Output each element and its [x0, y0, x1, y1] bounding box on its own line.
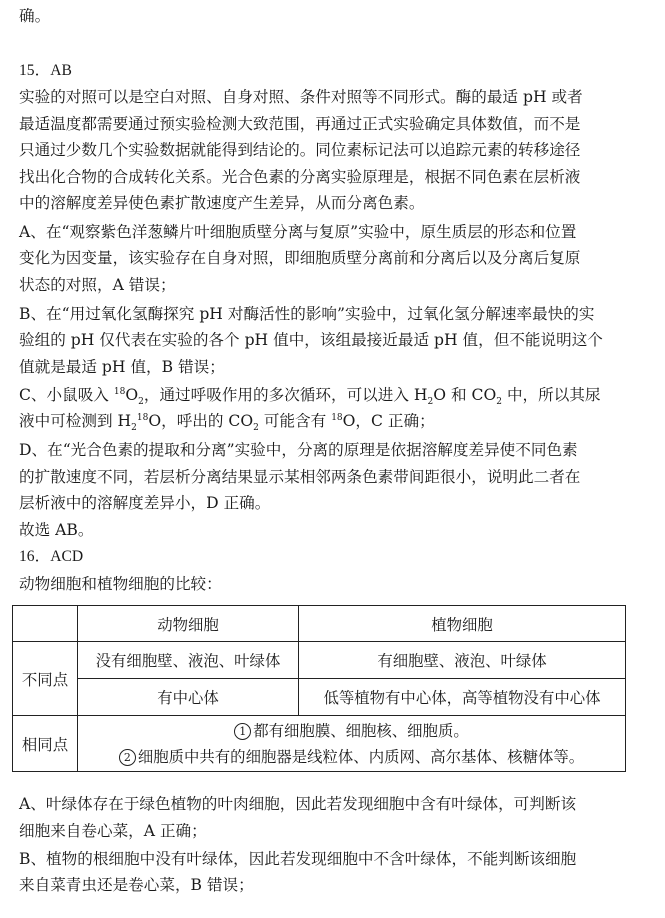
text-line-c2: 液中可检测到 $H_2^{18}O$，呼出的 $CO_2$ 可能含有 $^{18}$O，C 正确；: [19, 412, 435, 434]
text-line: 只通过少数几个实验数据就能得到结论的。同位素标记法可以追踪元素的转移途径: [19, 141, 581, 159]
answer-heading-16: 16．ACD: [19, 548, 84, 565]
table-header-plant: 植物细胞: [299, 606, 626, 642]
table-row-label-diff: 不同点: [13, 642, 78, 716]
same-item-1: 1 都有细胞膜、细胞核、细胞质。: [78, 718, 625, 744]
table-cell: 低等植物有中心体，高等植物没有中心体: [299, 679, 626, 716]
circled-number: 2: [119, 749, 136, 766]
table-cell-same: [78, 716, 626, 772]
text-line: 动物细胞和植物细胞的比较：: [19, 575, 222, 593]
text-line: 细胞来自卷心菜，A 正确；: [19, 822, 207, 840]
text-line: 验组的 pH 仅代表在实验的各个 pH 值中，该组最接近最适 pH 值，但不能说明这个: [19, 331, 603, 349]
table-cell: 有中心体: [78, 679, 299, 716]
text-line: B、在“用过氧化氢酶探究 pH 对酶活性的影响”实验中，过氧化氢分解速率最快的实: [19, 305, 595, 323]
text-line: 找出化合物的合成转化关系。光合色素的分离实验原理是，根据不同色素在层析液: [19, 168, 581, 186]
text-line: 中的溶解度差异使色素扩散速度产生差异，从而分离色素。: [19, 194, 425, 212]
text-line: 层析液中的溶解度差异小，D 正确。: [19, 494, 271, 512]
text-line-c1: C、小鼠吸入 $^{18}O_2$，通过呼吸作用的多次循环，可以进入 $H_2O$ 和 $CO_2$ 中，所以其尿: [19, 386, 601, 408]
circled-number: 1: [234, 723, 251, 740]
answer-heading-15: 15．AB: [19, 62, 72, 79]
text-line: 值就是最适 pH 值，B 错误；: [19, 358, 225, 376]
text-line: 状态的对照，A 错误；: [19, 276, 176, 294]
text-line: 确。: [19, 7, 51, 25]
text-line: 实验的对照可以是空白对照、自身对照、条件对照等不同形式。酶的最适 pH 或者: [19, 88, 583, 106]
text-line: B、植物的根细胞中没有叶绿体，因此若发现细胞中不含叶绿体，不能判断该细胞: [19, 850, 577, 868]
text-line: 故选 AB。: [19, 521, 94, 539]
text-line: 来自菜青虫还是卷心菜，B 错误；: [19, 876, 254, 894]
table-cell: 没有细胞壁、液泡、叶绿体: [78, 642, 299, 679]
table-row-label-same: 相同点: [13, 716, 78, 772]
text-line: A、叶绿体存在于绿色植物的叶肉细胞，因此若发现细胞中含有叶绿体，可判断该: [19, 795, 577, 813]
text-line: 最适温度都需要通过预实验检测大致范围，再通过正式实验确定具体数值，而不是: [19, 115, 581, 133]
text-line: A、在“观察紫色洋葱鳞片叶细胞质壁分离与复原”实验中，原生质层的形态和位置: [19, 223, 577, 241]
same-item-2: 2 细胞质中共有的细胞器是线粒体、内质网、高尔基体、核糖体等。: [78, 744, 625, 770]
text-line: 的扩散速度不同，若层析分离结果显示某相邻两条色素带间距很小，说明此二者在: [19, 468, 581, 486]
table-cell: 有细胞壁、液泡、叶绿体: [299, 642, 626, 679]
text-line: 变化为因变量，该实验存在自身对照，即细胞质壁分离前和分离后以及分离后复原: [19, 249, 581, 267]
table-corner-cell: [13, 606, 78, 642]
text-line: D、在“光合色素的提取和分离”实验中，分离的原理是依据溶解度差异使不同色素: [19, 441, 578, 459]
comparison-table: [12, 605, 626, 772]
table-header-animal: 动物细胞: [78, 606, 299, 642]
